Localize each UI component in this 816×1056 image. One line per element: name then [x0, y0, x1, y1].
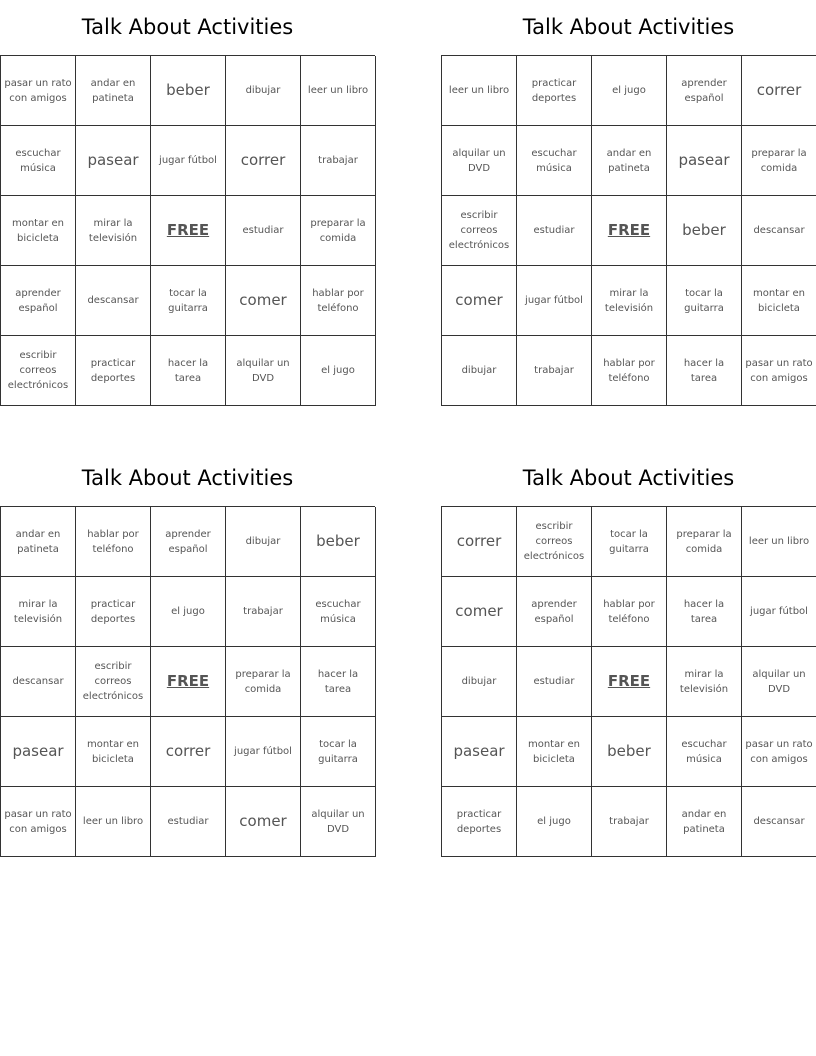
- bingo-cell: pasear: [442, 717, 517, 787]
- bingo-cell: jugar fútbol: [742, 577, 816, 647]
- bingo-cell: tocar la guitarra: [592, 507, 667, 577]
- bingo-cell: hablar por teléfono: [592, 336, 667, 406]
- bingo-cell: practicar deportes: [76, 577, 151, 647]
- bingo-cell: andar en patineta: [1, 507, 76, 577]
- bingo-cell: hacer la tarea: [301, 647, 376, 717]
- bingo-cell: jugar fútbol: [151, 126, 226, 196]
- bingo-cell: tocar la guitarra: [151, 266, 226, 336]
- bingo-cell: el jugo: [592, 56, 667, 126]
- bingo-cell: jugar fútbol: [226, 717, 301, 787]
- bingo-cell: preparar la comida: [301, 196, 376, 266]
- bingo-cell: pasear: [1, 717, 76, 787]
- bingo-cell: preparar la comida: [226, 647, 301, 717]
- bingo-cell: descansar: [742, 196, 816, 266]
- bingo-cell: beber: [667, 196, 742, 266]
- bingo-cell: estudiar: [517, 647, 592, 717]
- bingo-cell: practicar deportes: [517, 56, 592, 126]
- bingo-cell: estudiar: [517, 196, 592, 266]
- bingo-cell: correr: [226, 126, 301, 196]
- bingo-cell: hacer la tarea: [151, 336, 226, 406]
- bingo-cell: alquilar un DVD: [442, 126, 517, 196]
- card-title: Talk About Activities: [81, 466, 294, 490]
- bingo-cell: beber: [151, 56, 226, 126]
- bingo-cell: andar en patineta: [667, 787, 742, 857]
- bingo-cell: correr: [442, 507, 517, 577]
- bingo-cell: mirar la televisión: [592, 266, 667, 336]
- bingo-card-4: [441, 451, 816, 857]
- bingo-cell: dibujar: [226, 507, 301, 577]
- bingo-cell: practicar deportes: [76, 336, 151, 406]
- bingo-cell: beber: [301, 507, 376, 577]
- bingo-cell: beber: [592, 717, 667, 787]
- free-space: FREE: [592, 647, 667, 717]
- bingo-cell: estudiar: [226, 196, 301, 266]
- bingo-cell: escribir correos electrónicos: [1, 336, 76, 406]
- bingo-cell: alquilar un DVD: [742, 647, 816, 717]
- bingo-cell: pasear: [667, 126, 742, 196]
- bingo-cell: correr: [151, 717, 226, 787]
- bingo-grid: [0, 506, 375, 857]
- bingo-cell: preparar la comida: [667, 507, 742, 577]
- card-title: Talk About Activities: [522, 466, 735, 490]
- bingo-cell: descansar: [742, 787, 816, 857]
- card-title: Talk About Activities: [81, 15, 294, 39]
- bingo-cell: mirar la televisión: [667, 647, 742, 717]
- bingo-cell: mirar la televisión: [76, 196, 151, 266]
- bingo-cell: mirar la televisión: [1, 577, 76, 647]
- bingo-cell: dibujar: [442, 647, 517, 717]
- bingo-grid: [0, 55, 375, 406]
- free-space: FREE: [151, 647, 226, 717]
- bingo-cell: aprender español: [517, 577, 592, 647]
- bingo-cell: el jugo: [301, 336, 376, 406]
- bingo-cell: alquilar un DVD: [301, 787, 376, 857]
- bingo-cell: comer: [226, 266, 301, 336]
- bingo-card-2: [441, 0, 816, 406]
- bingo-card-3: [0, 451, 375, 857]
- free-space: FREE: [592, 196, 667, 266]
- bingo-cell: leer un libro: [76, 787, 151, 857]
- bingo-cell: alquilar un DVD: [226, 336, 301, 406]
- bingo-cell: andar en patineta: [76, 56, 151, 126]
- bingo-cell: dibujar: [226, 56, 301, 126]
- bingo-cell: escuchar música: [1, 126, 76, 196]
- bingo-cell: hacer la tarea: [667, 336, 742, 406]
- bingo-cell: pasear: [76, 126, 151, 196]
- card-title: Talk About Activities: [522, 15, 735, 39]
- bingo-cell: escuchar música: [517, 126, 592, 196]
- bingo-cell: aprender español: [1, 266, 76, 336]
- bingo-cell: dibujar: [442, 336, 517, 406]
- bingo-cell: escribir correos electrónicos: [442, 196, 517, 266]
- bingo-cell: escribir correos electrónicos: [76, 647, 151, 717]
- bingo-cell: estudiar: [151, 787, 226, 857]
- bingo-cell: preparar la comida: [742, 126, 816, 196]
- bingo-cell: descansar: [1, 647, 76, 717]
- bingo-cell: andar en patineta: [592, 126, 667, 196]
- bingo-cell: jugar fútbol: [517, 266, 592, 336]
- bingo-cell: hablar por teléfono: [301, 266, 376, 336]
- bingo-cell: leer un libro: [301, 56, 376, 126]
- bingo-cell: escuchar música: [667, 717, 742, 787]
- bingo-cell: pasar un rato con amigos: [742, 336, 816, 406]
- bingo-cell: comer: [442, 577, 517, 647]
- bingo-cell: escribir correos electrónicos: [517, 507, 592, 577]
- bingo-cell: hablar por teléfono: [76, 507, 151, 577]
- bingo-cell: hablar por teléfono: [592, 577, 667, 647]
- bingo-cell: tocar la guitarra: [301, 717, 376, 787]
- bingo-cell: el jugo: [517, 787, 592, 857]
- bingo-cell: escuchar música: [301, 577, 376, 647]
- bingo-cell: pasar un rato con amigos: [1, 56, 76, 126]
- bingo-cell: correr: [742, 56, 816, 126]
- free-space: FREE: [151, 196, 226, 266]
- bingo-cell: aprender español: [151, 507, 226, 577]
- bingo-grid: [441, 55, 816, 406]
- bingo-card-1: [0, 0, 375, 406]
- bingo-cell: leer un libro: [742, 507, 816, 577]
- bingo-cell: aprender español: [667, 56, 742, 126]
- bingo-cell: pasar un rato con amigos: [1, 787, 76, 857]
- bingo-cell: montar en bicicleta: [1, 196, 76, 266]
- bingo-cell: hacer la tarea: [667, 577, 742, 647]
- bingo-cell: comer: [442, 266, 517, 336]
- bingo-cell: practicar deportes: [442, 787, 517, 857]
- bingo-cell: trabajar: [226, 577, 301, 647]
- bingo-cell: el jugo: [151, 577, 226, 647]
- bingo-cell: tocar la guitarra: [667, 266, 742, 336]
- bingo-grid: [441, 506, 816, 857]
- bingo-cell: montar en bicicleta: [76, 717, 151, 787]
- bingo-cell: trabajar: [592, 787, 667, 857]
- bingo-cell: montar en bicicleta: [517, 717, 592, 787]
- bingo-cell: leer un libro: [442, 56, 517, 126]
- bingo-cell: trabajar: [517, 336, 592, 406]
- bingo-cell: trabajar: [301, 126, 376, 196]
- bingo-cell: comer: [226, 787, 301, 857]
- bingo-cell: descansar: [76, 266, 151, 336]
- bingo-cell: pasar un rato con amigos: [742, 717, 816, 787]
- bingo-cell: montar en bicicleta: [742, 266, 816, 336]
